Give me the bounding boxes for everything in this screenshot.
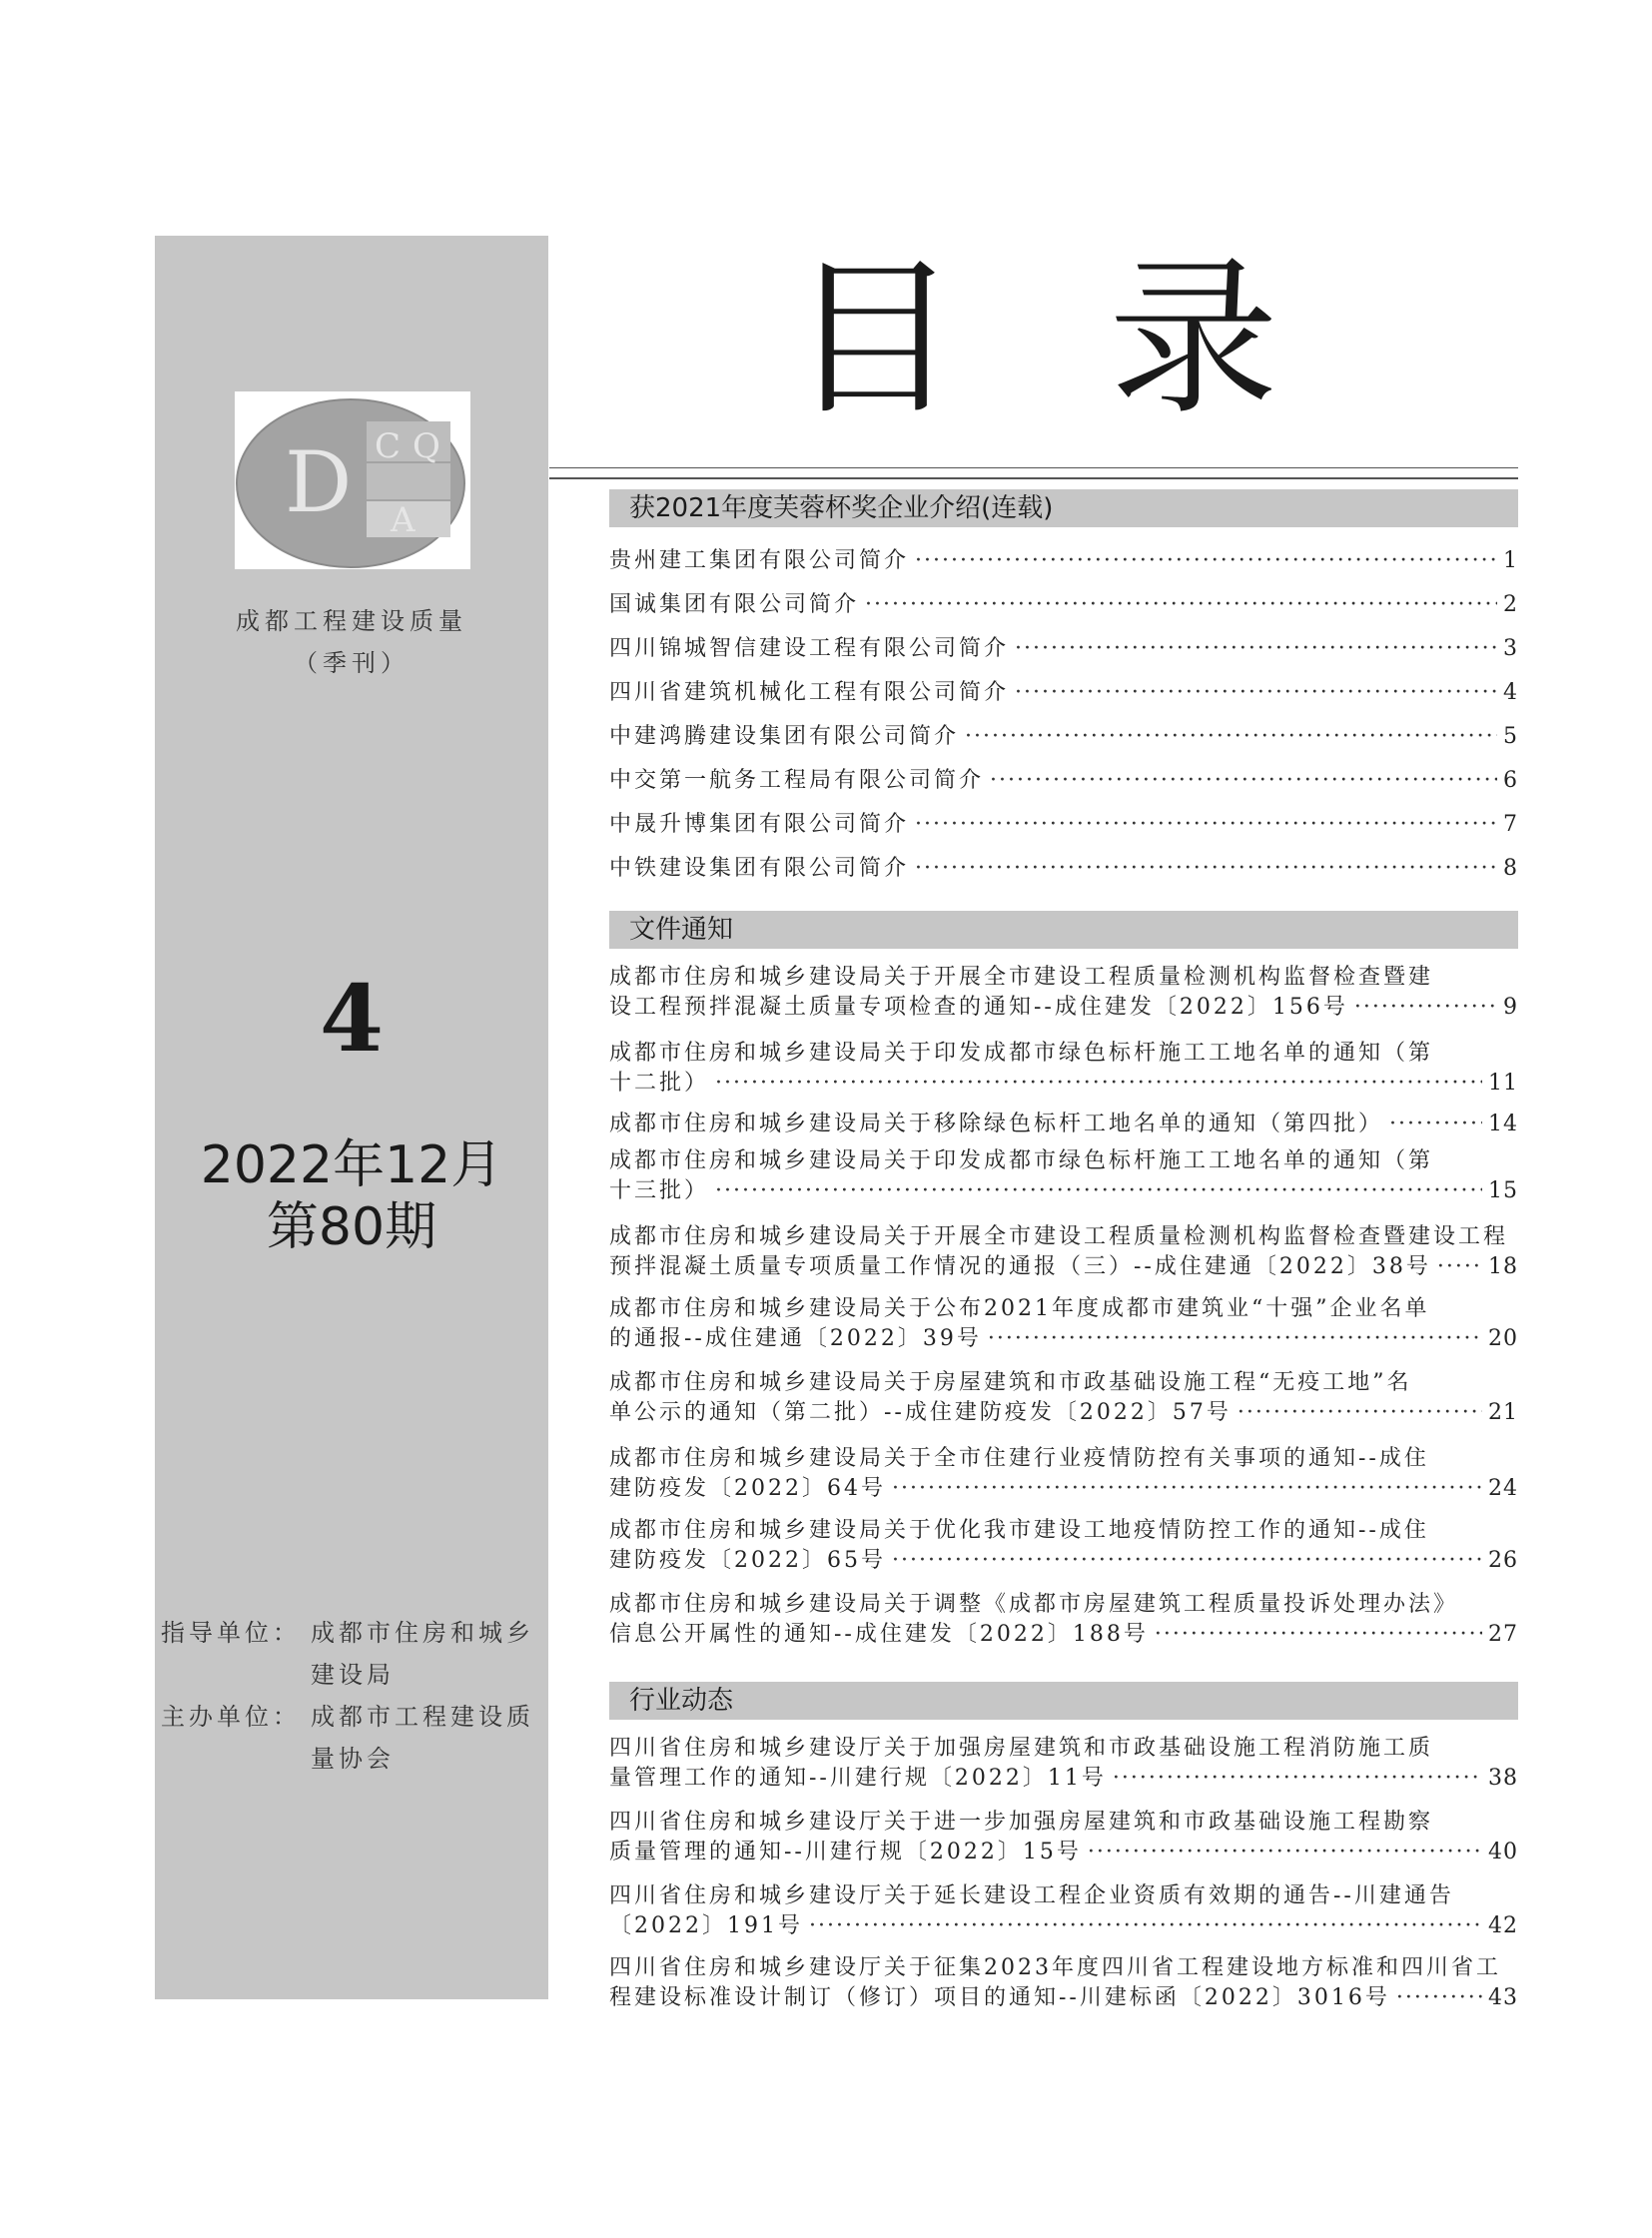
- toc-entry-title-line: 成都市住房和城乡建设局关于开展全市建设工程质量检测机构监督检查暨建设工程: [609, 1224, 1509, 1249]
- toc-entry-last-line: [609, 1474, 1518, 1504]
- toc-entry-title: 中交第一航务工程局有限公司简介: [609, 768, 985, 793]
- toc-entry-title-line: 信息公开属性的通知--成住建发〔2022〕188号: [609, 1622, 1149, 1647]
- sponsors: [161, 1612, 548, 1780]
- toc-entry-page: 11: [1488, 1071, 1518, 1096]
- dot-leader: [1155, 1620, 1482, 1650]
- dcqa-logo-icon: [235, 391, 470, 569]
- dot-leader: [1088, 1838, 1482, 1867]
- dot-leader: [915, 539, 1497, 583]
- toc-entry-title-line: 成都市住房和城乡建设局关于印发成都市绿色标杆施工工地名单的通知（第: [609, 1041, 1434, 1066]
- toc-entry-last-line: [609, 993, 1518, 1023]
- toc-entry-title-line: 成都市住房和城乡建设局关于优化我市建设工地疫情防控工作的通知--成住: [609, 1518, 1429, 1543]
- toc-entry-last-line: [609, 1398, 1518, 1428]
- toc-entry-title-line: 质量管理的通知--川建行规〔2022〕15号: [609, 1840, 1082, 1865]
- toc-entry-page: 15: [1488, 1178, 1518, 1203]
- logo-letter-a: A: [391, 500, 415, 540]
- toc-entry-title-line: 成都市住房和城乡建设局关于调整《成都市房屋建筑工程质量投诉处理办法》: [609, 1592, 1459, 1617]
- sponsor-line: 建设局: [311, 1661, 395, 1689]
- toc-entry-title-line: 成都市住房和城乡建设局关于印发成都市绿色标杆施工工地名单的通知（第: [609, 1148, 1434, 1173]
- toc-entry-title-line: 四川省住房和城乡建设厅关于征集2023年度四川省工程建设地方标准和四川省工: [609, 1955, 1501, 1980]
- toc-entry[interactable]: [609, 1881, 1518, 1941]
- journal-name: 成都工程建设质量: [236, 607, 467, 635]
- toc-entry-page: 14: [1488, 1112, 1518, 1136]
- sponsor-value: [311, 1696, 542, 1780]
- toc-entry-last-line: [609, 1983, 1518, 2013]
- toc-entry-page: 27: [1488, 1622, 1518, 1647]
- toc-entry-title: 中晟升博集团有限公司简介: [609, 812, 910, 837]
- toc-entry-page: 5: [1503, 724, 1518, 749]
- toc-entry-title-line: 建防疫发〔2022〕64号: [609, 1476, 886, 1501]
- dot-leader: [715, 1069, 1482, 1099]
- dot-leader: [892, 1474, 1482, 1504]
- toc-entry-title-line: 四川省住房和城乡建设厅关于加强房屋建筑和市政基础设施工程消防施工质: [609, 1736, 1434, 1761]
- toc-entry-title-line: 的通报--成住建通〔2022〕39号: [609, 1326, 982, 1351]
- toc-entry-last-line: [609, 1838, 1518, 1867]
- toc-entry[interactable]: [609, 583, 1518, 627]
- toc-entry-page: 18: [1488, 1254, 1518, 1279]
- toc-entry[interactable]: [609, 1953, 1518, 2013]
- issue-date: 2022年12月: [200, 1135, 503, 1195]
- toc-entry-title-line: 十三批）: [609, 1178, 710, 1203]
- toc-entry-title: 四川省建筑机械化工程有限公司简介: [609, 680, 1010, 705]
- toc-entry-page: 40: [1488, 1840, 1518, 1865]
- toc-entry-title: 中建鸿腾建设集团有限公司简介: [609, 724, 960, 749]
- section-header: 文件通知: [609, 911, 1518, 949]
- toc-entry[interactable]: [609, 1808, 1518, 1867]
- toc-entry-title: 成都市住房和城乡建设局关于移除绿色标杆工地名单的通知（第四批）: [609, 1112, 1384, 1136]
- dot-leader: [892, 1546, 1482, 1576]
- toc-entry-title-line: 单公示的通知（第二批）--成住建防疫发〔2022〕57号: [609, 1400, 1232, 1425]
- toc-entry[interactable]: [609, 1734, 1518, 1794]
- toc-entry-title: 贵州建工集团有限公司简介: [609, 548, 910, 573]
- toc-entry-title-line: 成都市住房和城乡建设局关于全市住建行业疫情防控有关事项的通知--成住: [609, 1446, 1429, 1471]
- logo-letter-c: C: [375, 426, 402, 466]
- toc-entry[interactable]: [609, 1146, 1518, 1206]
- toc-entry-last-line: [609, 1764, 1518, 1794]
- logo-letter-d: D: [285, 433, 353, 531]
- journal-type: （季刊）: [294, 649, 410, 677]
- toc-entry-title: 四川锦城智信建设工程有限公司简介: [609, 636, 1010, 661]
- dot-leader: [1354, 993, 1497, 1023]
- toc-entry-title-line: 成都市住房和城乡建设局关于公布2021年度成都市建筑业“十强”企业名单: [609, 1296, 1430, 1321]
- toc-entry-title: 国诚集团有限公司简介: [609, 592, 860, 617]
- toc-entry-page: 42: [1488, 1913, 1518, 1938]
- sponsor-value: [311, 1612, 542, 1696]
- toc-entry-title-line: 设工程预拌混凝土质量专项检查的通知--成住建发〔2022〕156号: [609, 995, 1348, 1020]
- toc-entry-last-line: [609, 1324, 1518, 1354]
- toc-entry-page: 4: [1503, 680, 1518, 705]
- toc-entry-page: 38: [1488, 1766, 1518, 1791]
- toc-entry[interactable]: [609, 1590, 1518, 1650]
- dot-leader: [809, 1911, 1482, 1941]
- journal-logo: [235, 391, 470, 569]
- section-header: 行业动态: [609, 1682, 1518, 1720]
- dot-leader: [865, 583, 1497, 627]
- toc-entry[interactable]: [609, 1294, 1518, 1354]
- toc-entry-title: 中铁建设集团有限公司简介: [609, 856, 910, 881]
- toc-entry-title-line: 十二批）: [609, 1071, 710, 1096]
- sponsor-line: 量协会: [311, 1745, 395, 1773]
- toc-entry-title-line: 建防疫发〔2022〕65号: [609, 1548, 886, 1573]
- toc-entry-page: 26: [1488, 1548, 1518, 1573]
- toc-entry[interactable]: [609, 627, 1518, 671]
- dot-leader: [1396, 1983, 1482, 2013]
- section-header: 获2021年度芙蓉杯奖企业介绍(连载): [609, 489, 1518, 527]
- dot-leader: [1389, 1103, 1482, 1146]
- toc-entry-title-line: 量管理工作的通知--川建行规〔2022〕11号: [609, 1766, 1107, 1791]
- toc-entry-page: 7: [1503, 812, 1518, 837]
- toc-entry-last-line: [609, 1252, 1518, 1282]
- toc-entry-page: 9: [1503, 995, 1518, 1020]
- toc-entry[interactable]: [609, 1222, 1518, 1282]
- dot-leader: [1238, 1398, 1482, 1428]
- toc-entry[interactable]: [609, 1444, 1518, 1504]
- toc-entry-last-line: [609, 1176, 1518, 1206]
- logo-letter-q: Q: [413, 426, 440, 466]
- toc-entry-last-line: [609, 1911, 1518, 1941]
- toc-entry-page: 43: [1488, 1985, 1518, 2010]
- toc-entry[interactable]: [609, 539, 1518, 583]
- toc-entry[interactable]: [609, 1516, 1518, 1576]
- issue-number: 4: [319, 965, 384, 1073]
- toc-entry-title-line: 四川省住房和城乡建设厅关于进一步加强房屋建筑和市政基础设施工程勘察: [609, 1810, 1434, 1835]
- dot-leader: [915, 847, 1497, 891]
- toc-entry-last-line: [609, 1546, 1518, 1576]
- toc-entry-last-line: [609, 1069, 1518, 1099]
- dot-leader: [915, 803, 1497, 847]
- sponsor-line: 成都市住房和城乡: [311, 1619, 534, 1647]
- sidebar: [155, 236, 548, 1999]
- sponsor-label: 主办单位：: [161, 1703, 301, 1731]
- sponsor-guiding: [161, 1612, 548, 1696]
- toc-entry-title-line: 程建设标准设计制订（修订）项目的通知--川建标函〔2022〕3016号: [609, 1985, 1390, 2010]
- sponsor-label: 指导单位：: [161, 1619, 301, 1647]
- toc-entry-page: 3: [1503, 636, 1518, 661]
- dot-leader: [1437, 1252, 1482, 1282]
- title-divider: [549, 467, 1518, 468]
- toc-entry[interactable]: [609, 847, 1518, 891]
- toc-entry[interactable]: [609, 963, 1518, 1023]
- toc-entry-page: 8: [1503, 856, 1518, 881]
- toc-title: 目录: [789, 241, 1429, 438]
- sponsor-line: 成都市工程建设质: [311, 1703, 534, 1731]
- toc-entry-title-line: 四川省住房和城乡建设厅关于延长建设工程企业资质有效期的通告--川建通告: [609, 1883, 1454, 1908]
- toc-entry-page: 20: [1488, 1326, 1518, 1351]
- toc-entry[interactable]: [609, 715, 1518, 759]
- toc-entry[interactable]: [609, 759, 1518, 803]
- dot-leader: [990, 759, 1497, 803]
- dot-leader: [1015, 627, 1497, 671]
- toc-entry-last-line: [609, 1620, 1518, 1650]
- toc-entry-page: 24: [1488, 1476, 1518, 1501]
- dot-leader: [988, 1324, 1482, 1354]
- toc-entry[interactable]: [609, 803, 1518, 847]
- toc-entry-page: 2: [1503, 592, 1518, 617]
- title-divider: [549, 477, 1518, 479]
- toc-entry-page: 21: [1488, 1400, 1518, 1425]
- toc-entry-title-line: 成都市住房和城乡建设局关于开展全市建设工程质量检测机构监督检查暨建: [609, 965, 1434, 990]
- toc-entry-title-line: 预拌混凝土质量专项质量工作情况的通报（三）--成住建通〔2022〕38号: [609, 1254, 1431, 1279]
- toc-entry-page: 1: [1503, 548, 1518, 573]
- toc-entry[interactable]: [609, 1103, 1518, 1146]
- toc-entry-title-line: 成都市住房和城乡建设局关于房屋建筑和市政基础设施工程“无疫工地”名: [609, 1370, 1412, 1395]
- dot-leader: [1015, 671, 1497, 715]
- toc-entry-title-line: 〔2022〕191号: [609, 1913, 803, 1938]
- toc-entry-page: 6: [1503, 768, 1518, 793]
- issue-period: 第80期: [266, 1197, 437, 1257]
- dot-leader: [1113, 1764, 1482, 1794]
- dot-leader: [715, 1176, 1482, 1206]
- dot-leader: [965, 715, 1497, 759]
- sponsor-host: [161, 1696, 548, 1780]
- toc-entry[interactable]: [609, 1039, 1518, 1099]
- toc-entry[interactable]: [609, 671, 1518, 715]
- toc-entry[interactable]: [609, 1368, 1518, 1428]
